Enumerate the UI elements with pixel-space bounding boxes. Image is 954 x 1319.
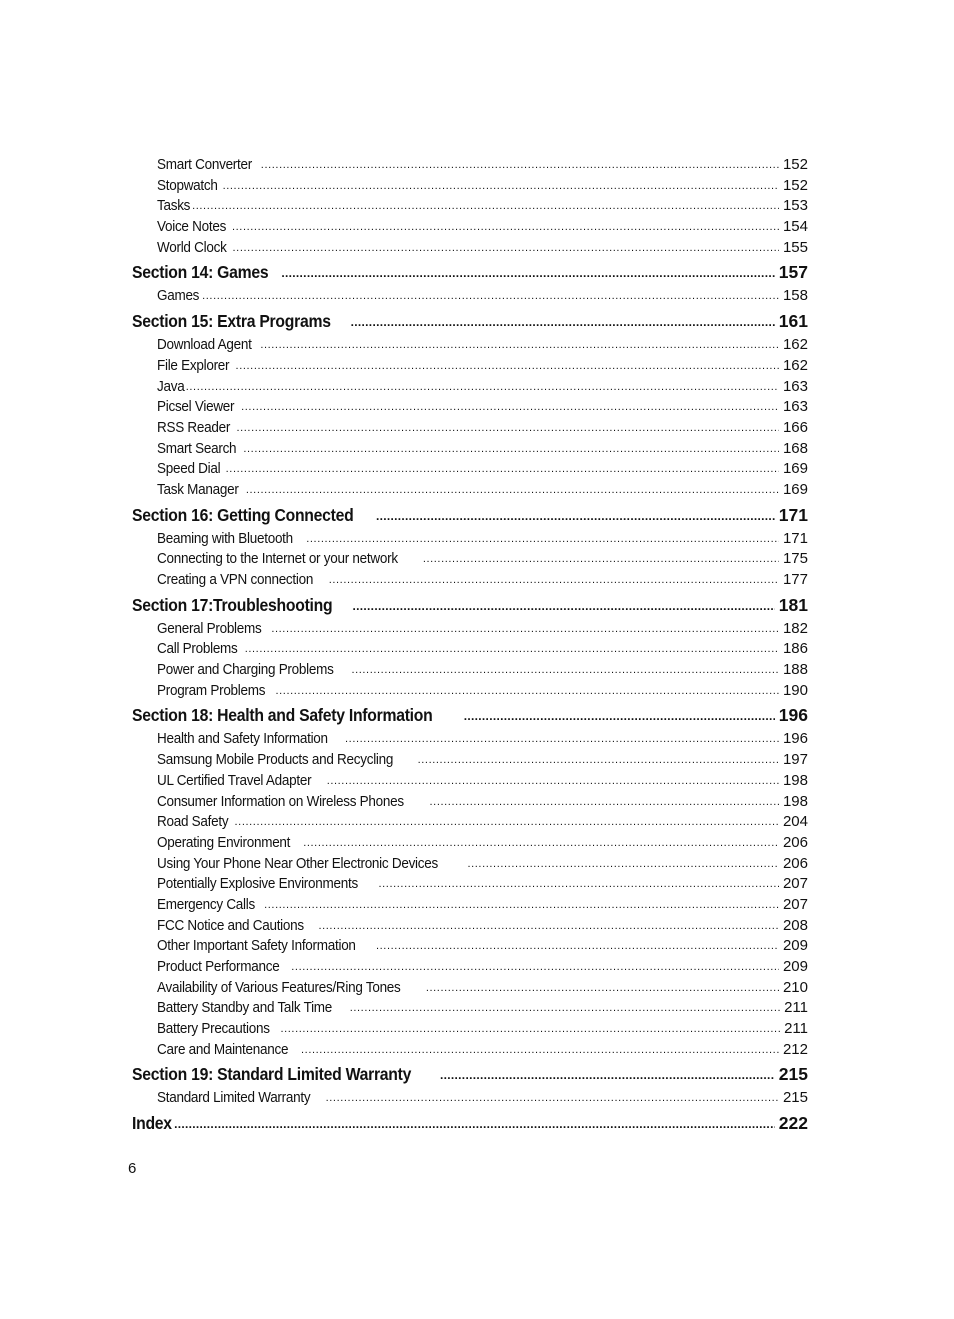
entry-title: Smart Search bbox=[157, 439, 237, 457]
dot-leader bbox=[351, 660, 779, 681]
page-reference: 153 bbox=[782, 197, 808, 215]
dot-leader bbox=[186, 377, 779, 398]
dot-leader bbox=[418, 750, 779, 771]
page-reference: 209 bbox=[782, 937, 808, 955]
toc-entry[interactable] bbox=[132, 833, 808, 854]
toc-entry[interactable] bbox=[132, 874, 808, 895]
entry-title: Beaming with Bluetooth bbox=[157, 529, 293, 547]
page-reference: 198 bbox=[782, 771, 808, 789]
toc-entry[interactable] bbox=[132, 619, 808, 640]
dot-leader bbox=[326, 1088, 779, 1109]
dot-leader bbox=[202, 286, 779, 307]
entry-title: Call Problems bbox=[157, 640, 238, 658]
entry-title: World Clock bbox=[157, 238, 227, 256]
entry-title: Potentially Explosive Environments bbox=[157, 875, 358, 893]
dot-leader bbox=[271, 619, 779, 640]
page-reference: 197 bbox=[782, 751, 808, 769]
dot-leader bbox=[426, 978, 779, 999]
entry-title: Creating a VPN connection bbox=[157, 571, 314, 588]
dot-leader bbox=[245, 639, 779, 660]
dot-leader bbox=[236, 418, 779, 439]
toc-entry[interactable] bbox=[132, 916, 808, 937]
dot-leader bbox=[192, 196, 779, 217]
toc-section-entry[interactable] bbox=[132, 259, 808, 285]
entry-title: Standard Limited Warranty bbox=[157, 1089, 311, 1107]
toc-entry[interactable] bbox=[132, 238, 808, 259]
entry-title: Emergency Calls bbox=[157, 895, 255, 913]
entry-title: Speed Dial bbox=[157, 460, 221, 478]
section-title: Section 16: Getting Connected bbox=[132, 504, 354, 525]
entry-title: Games bbox=[157, 287, 200, 305]
page-reference: 175 bbox=[782, 550, 808, 568]
toc-entry[interactable] bbox=[132, 998, 808, 1019]
entry-title: Other Important Safety Information bbox=[157, 937, 356, 955]
entry-title: Samsung Mobile Products and Recycling bbox=[157, 751, 394, 769]
entry-title: Health and Safety Information bbox=[157, 730, 328, 748]
dot-leader bbox=[353, 592, 775, 618]
toc-entry[interactable] bbox=[132, 729, 808, 750]
page-reference: 188 bbox=[782, 661, 808, 679]
dot-leader bbox=[376, 502, 775, 528]
toc-entry[interactable] bbox=[132, 196, 808, 217]
toc-section-entry[interactable] bbox=[132, 592, 808, 618]
page-reference: 171 bbox=[778, 504, 808, 525]
dot-leader bbox=[236, 356, 779, 377]
section-title: Section 15: Extra Programs bbox=[132, 311, 331, 332]
entry-title: Java bbox=[157, 377, 185, 395]
toc-entry[interactable] bbox=[132, 439, 808, 460]
toc-entry[interactable] bbox=[132, 895, 808, 916]
dot-leader bbox=[233, 238, 779, 259]
entry-title: File Explorer bbox=[157, 356, 230, 374]
page-reference: 169 bbox=[782, 480, 808, 498]
toc-entry[interactable] bbox=[132, 549, 808, 570]
dot-leader bbox=[174, 1110, 775, 1136]
dot-leader bbox=[226, 459, 779, 480]
toc-entry[interactable] bbox=[132, 335, 808, 356]
toc-entry[interactable] bbox=[132, 660, 808, 681]
toc-section-entry[interactable] bbox=[132, 1061, 808, 1087]
dot-leader bbox=[318, 916, 779, 937]
entry-title: Road Safety bbox=[157, 813, 229, 831]
page-reference: 206 bbox=[782, 833, 808, 851]
page-reference: 182 bbox=[782, 619, 808, 637]
dot-leader bbox=[241, 397, 779, 418]
toc-entry[interactable] bbox=[132, 1040, 808, 1061]
section-title: Index bbox=[132, 1113, 172, 1134]
toc-section-entry[interactable] bbox=[132, 702, 808, 728]
dot-leader bbox=[329, 570, 779, 591]
page-reference: 168 bbox=[782, 439, 808, 457]
dot-leader bbox=[261, 155, 779, 176]
entry-title: Program Problems bbox=[157, 681, 266, 699]
toc-entry[interactable] bbox=[132, 459, 808, 480]
page-reference: 162 bbox=[782, 356, 808, 374]
dot-leader bbox=[291, 957, 779, 978]
toc-entry[interactable] bbox=[132, 155, 808, 176]
entry-title: Using Your Phone Near Other Electronic Devices bbox=[157, 854, 438, 872]
dot-leader bbox=[280, 1019, 780, 1040]
page-reference: 152 bbox=[782, 156, 808, 173]
dot-leader bbox=[276, 681, 779, 702]
page-number: 6 bbox=[128, 1160, 137, 1177]
entry-title: Consumer Information on Wireless Phones bbox=[157, 792, 404, 810]
page-reference: 208 bbox=[782, 916, 808, 934]
page-reference: 212 bbox=[782, 1040, 808, 1058]
entry-title: Download Agent bbox=[157, 336, 252, 354]
toc-entry[interactable] bbox=[132, 356, 808, 377]
entry-title: RSS Reader bbox=[157, 418, 231, 436]
entry-title: Smart Converter bbox=[157, 156, 252, 173]
page-reference: 215 bbox=[782, 1089, 808, 1107]
page-reference: 222 bbox=[778, 1113, 808, 1134]
toc-entry[interactable] bbox=[132, 681, 808, 702]
page-reference: 171 bbox=[782, 529, 808, 547]
dot-leader bbox=[345, 729, 779, 750]
toc-entry[interactable] bbox=[132, 936, 808, 957]
dot-leader bbox=[243, 439, 779, 460]
toc-entry[interactable] bbox=[132, 639, 808, 660]
entry-title: Voice Notes bbox=[157, 218, 227, 236]
page-reference: 190 bbox=[782, 681, 808, 699]
entry-title: Battery Standby and Talk Time bbox=[157, 999, 333, 1017]
toc-entry[interactable] bbox=[132, 397, 808, 418]
page-reference: 215 bbox=[778, 1064, 808, 1085]
page-reference: 162 bbox=[782, 336, 808, 354]
entry-title: Picsel Viewer bbox=[157, 398, 235, 416]
dot-leader bbox=[464, 702, 775, 728]
toc-entry[interactable] bbox=[132, 1088, 808, 1109]
entry-title: Task Manager bbox=[157, 480, 239, 498]
toc-section-entry[interactable] bbox=[132, 502, 808, 528]
section-title: Section 17:Troubleshooting bbox=[132, 594, 333, 615]
page-reference: 158 bbox=[782, 287, 808, 305]
dot-leader bbox=[327, 771, 779, 792]
page-reference: 152 bbox=[782, 176, 808, 194]
entry-title: Tasks bbox=[157, 197, 191, 215]
dot-leader bbox=[235, 812, 779, 833]
page-reference: 169 bbox=[782, 460, 808, 478]
toc-entry[interactable] bbox=[132, 1019, 808, 1040]
toc-entry[interactable] bbox=[132, 771, 808, 792]
page-reference: 196 bbox=[778, 705, 808, 726]
toc-entry[interactable] bbox=[132, 570, 808, 591]
entry-title: Power and Charging Problems bbox=[157, 661, 334, 679]
entry-title: Battery Precautions bbox=[157, 1020, 270, 1038]
section-title: Section 14: Games bbox=[132, 262, 269, 283]
dot-leader bbox=[350, 998, 780, 1019]
dot-leader bbox=[430, 792, 779, 813]
page-reference: 186 bbox=[782, 640, 808, 658]
dot-leader bbox=[260, 335, 779, 356]
page-reference: 196 bbox=[782, 730, 808, 748]
page-reference: 198 bbox=[782, 792, 808, 810]
dot-leader bbox=[440, 1061, 775, 1087]
page-reference: 154 bbox=[782, 218, 808, 236]
page-reference: 177 bbox=[782, 571, 808, 588]
dot-leader bbox=[376, 936, 779, 957]
entry-title: Connecting to the Internet or your network bbox=[157, 550, 398, 568]
section-title: Section 19: Standard Limited Warranty bbox=[132, 1064, 412, 1085]
dot-leader bbox=[303, 833, 779, 854]
entry-title: UL Certified Travel Adapter bbox=[157, 771, 312, 789]
page-reference: 211 bbox=[784, 999, 808, 1017]
entry-title: General Problems bbox=[157, 619, 262, 637]
entry-title: Care and Maintenance bbox=[157, 1040, 289, 1058]
toc-entry[interactable] bbox=[132, 529, 808, 550]
dot-leader bbox=[281, 259, 774, 285]
section-title: Section 18: Health and Safety Information bbox=[132, 705, 433, 726]
page-reference: 207 bbox=[782, 895, 808, 913]
toc-entry[interactable] bbox=[132, 957, 808, 978]
page-reference: 181 bbox=[778, 594, 808, 615]
entry-title: Availability of Various Features/Ring Tones bbox=[157, 978, 401, 996]
dot-leader bbox=[246, 480, 779, 501]
page-reference: 209 bbox=[782, 958, 808, 975]
toc-section-entry[interactable] bbox=[132, 308, 808, 334]
page-reference: 211 bbox=[784, 1020, 808, 1038]
entry-title: FCC Notice and Cautions bbox=[157, 916, 304, 934]
entry-title: Product Performance bbox=[157, 958, 280, 975]
entry-title: Stopwatch bbox=[157, 176, 218, 194]
page-reference: 166 bbox=[782, 418, 808, 436]
dot-leader bbox=[223, 176, 779, 197]
toc-entry[interactable] bbox=[132, 377, 808, 398]
dot-leader bbox=[423, 549, 779, 570]
toc-section-entry[interactable] bbox=[132, 1110, 808, 1136]
dot-leader bbox=[467, 854, 779, 875]
toc-entry[interactable] bbox=[132, 418, 808, 439]
page-reference: 204 bbox=[782, 813, 808, 831]
toc-entry[interactable] bbox=[132, 217, 808, 238]
page-reference: 210 bbox=[782, 978, 808, 996]
dot-leader bbox=[301, 1040, 779, 1061]
entry-title: Operating Environment bbox=[157, 833, 291, 851]
dot-leader bbox=[379, 874, 779, 895]
toc-entry[interactable] bbox=[132, 978, 808, 999]
toc-entry[interactable] bbox=[132, 480, 808, 501]
page-reference: 206 bbox=[782, 854, 808, 872]
dot-leader bbox=[306, 529, 779, 550]
toc-entry[interactable] bbox=[132, 812, 808, 833]
page-reference: 155 bbox=[782, 238, 808, 256]
page-reference: 157 bbox=[778, 262, 808, 283]
dot-leader bbox=[351, 308, 775, 334]
page-reference: 207 bbox=[782, 875, 808, 893]
toc-entry[interactable] bbox=[132, 854, 808, 875]
dot-leader bbox=[264, 895, 779, 916]
page-reference: 161 bbox=[778, 311, 808, 332]
toc-entry[interactable] bbox=[132, 750, 808, 771]
toc-entry[interactable] bbox=[132, 286, 808, 307]
page-reference: 163 bbox=[782, 377, 808, 395]
table-of-contents bbox=[132, 155, 808, 1137]
page-reference: 163 bbox=[782, 398, 808, 416]
dot-leader bbox=[232, 217, 779, 238]
toc-entry[interactable] bbox=[132, 792, 808, 813]
toc-entry[interactable] bbox=[132, 176, 808, 197]
